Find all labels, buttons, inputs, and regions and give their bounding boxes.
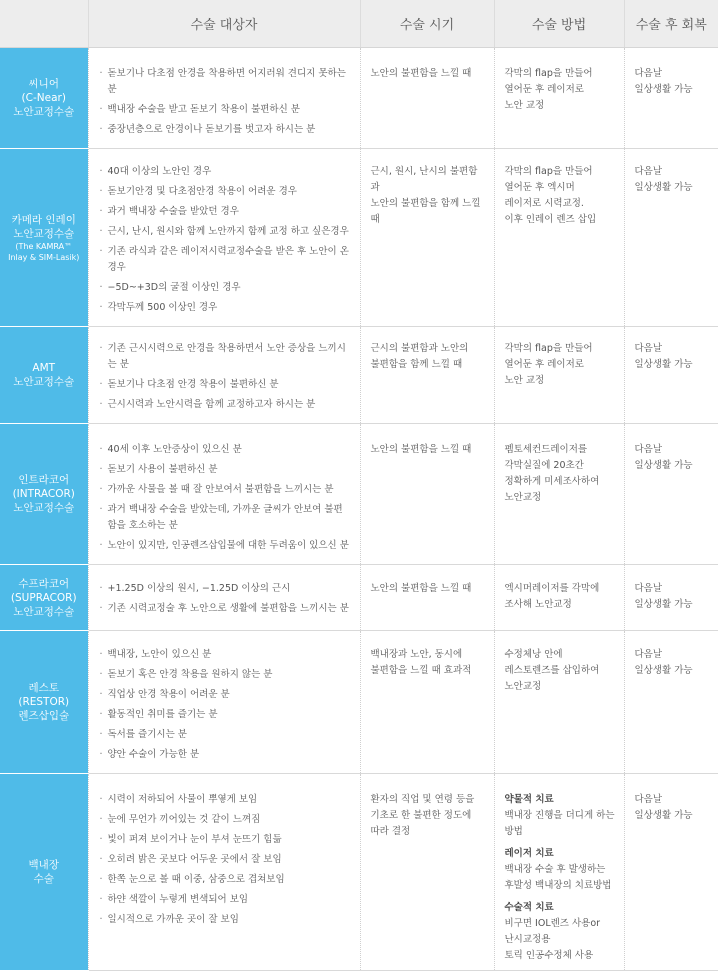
target-item: · 과거 백내장 수술을 받았는데, 가까운 글씨가 안보여 불편함을 호소하는 분 <box>99 502 352 534</box>
target-item: · 직업상 안경 착용이 어려운 분 <box>99 687 352 703</box>
target-item: · 한쪽 눈으로 볼 때 이중, 삼중으로 겹쳐보임 <box>99 872 352 888</box>
target-item: · 돋보기안경 및 다초점안경 착용이 어려운 경우 <box>99 184 352 200</box>
method-cell <box>494 774 624 971</box>
target-item: · 돋보기 혹은 안경 착용을 원하지 않는 분 <box>99 667 352 683</box>
method-cell: 각막의 flap을 만들어 열어둔 후 레이저로 노안 교정 <box>494 327 624 424</box>
procedure-name-line: 백내장 <box>28 859 59 871</box>
procedure-name-line: (The KAMRA™ <box>15 241 73 251</box>
target-item: · 빛이 퍼져 보이거나 눈이 부셔 눈뜨기 힘듦 <box>99 832 352 848</box>
procedure-name-line: (INTRACOR) <box>12 488 75 500</box>
procedure-name-line: 수프라코어 <box>18 577 70 590</box>
table-row <box>0 327 718 424</box>
recovery-cell: 다음날 일상생활 가능 <box>624 327 718 424</box>
recovery-cell: 다음날 일상생활 가능 <box>624 774 718 971</box>
recovery-cell: 다음날 일상생활 가능 <box>624 149 718 327</box>
procedure-name-line: 노안교정수술 <box>13 227 75 240</box>
procedure-name <box>0 424 88 565</box>
method-cell: 각막의 flap을 만들어 열어둔 후 엑시머 레이저로 시력교정. 이후 인레이 렌즈 삽입 <box>494 149 624 327</box>
method-cell: 각막의 flap을 만들어 열어둔 후 레이저로 노안 교정 <box>494 48 624 149</box>
target-item: · 노안이 있지만, 인공렌즈삽입물에 대한 두려움이 있으신 분 <box>99 538 352 554</box>
procedure-name-line: 수술 <box>33 873 54 885</box>
procedure-name-line: (SUPRACOR) <box>10 591 77 604</box>
target-item: · 기존 라식과 같은 레이저시력교정수술을 받은 후 노안이 온 경우 <box>99 244 352 276</box>
timing-cell: 노안의 불편함을 느낄 때 <box>360 565 494 631</box>
target-item: · 과거 백내장 수술을 받았던 경우 <box>99 204 352 220</box>
method-text: 백내장 진행을 더디게 하는 방법 <box>504 810 615 837</box>
targets-list <box>99 442 352 554</box>
method-cell: 수정체낭 안에 레스토렌즈를 삽입하여 노안교정 <box>494 631 624 774</box>
method-title: 약물적 치료 <box>504 794 554 805</box>
target-item: · 돋보기나 다초점 안경 착용이 불편하신 분 <box>99 377 352 393</box>
procedure-name-line: 노안교정수술 <box>13 605 75 618</box>
targets-list <box>99 341 352 413</box>
target-item: · +1.25D 이상의 원시, −1.25D 이상의 근시 <box>99 581 352 597</box>
targets-list <box>99 164 352 316</box>
target-item: · 돋보기 사용이 불편하신 분 <box>99 462 352 478</box>
timing-cell: 근시의 불편함과 노안의 불편함을 함께 느낄 때 <box>360 327 494 424</box>
targets-cell <box>88 631 360 774</box>
target-item: · 눈에 무언가 끼어있는 것 같이 느껴짐 <box>99 812 352 828</box>
timing-cell: 백내장과 노안, 동시에 불편함을 느낄 때 효과적 <box>360 631 494 774</box>
method-cell: 엑시머레이저를 각막에 조사해 노안교정 <box>494 565 624 631</box>
header-method: 수술 방법 <box>494 0 624 48</box>
targets-cell <box>88 327 360 424</box>
procedure-name <box>0 631 88 774</box>
target-item: · −5D~+3D의 굴절 이상인 경우 <box>99 280 352 296</box>
timing-cell: 환자의 직업 및 연령 등을 기초로 한 불편한 정도에 따라 결정 <box>360 774 494 971</box>
targets-cell <box>88 565 360 631</box>
target-item: · 가까운 사물을 볼 때 잘 안보여서 불편함을 느끼시는 분 <box>99 482 352 498</box>
targets-list <box>99 647 352 763</box>
target-item: · 근시, 난시, 원시와 함께 노안까지 함께 교정 하고 싶은경우 <box>99 224 352 240</box>
target-item: · 기존 근시시력으로 안경을 착용하면서 노안 증상을 느끼시는 분 <box>99 341 352 373</box>
target-item: · 활동적인 취미를 즐기는 분 <box>99 707 352 723</box>
timing-cell: 노안의 불편함을 느낄 때 <box>360 424 494 565</box>
target-item: · 40대 이상의 노안인 경우 <box>99 164 352 180</box>
target-item: · 40세 이후 노안증상이 있으신 분 <box>99 442 352 458</box>
table-row <box>0 565 718 631</box>
procedure-name-line: 노안교정수술 <box>13 502 75 514</box>
procedure-name-line: AMT <box>32 362 56 374</box>
procedure-name-line: 렌즈삽입술 <box>18 710 70 722</box>
target-item: · 독서를 즐기시는 분 <box>99 727 352 743</box>
header-timing: 수술 시기 <box>360 0 494 48</box>
table-row <box>0 149 718 327</box>
procedure-name <box>0 565 88 631</box>
targets-cell <box>88 774 360 971</box>
procedure-name <box>0 149 88 327</box>
procedure-name <box>0 327 88 424</box>
targets-cell <box>88 48 360 149</box>
target-item: · 시력이 저하되어 사물이 뿌옇게 보임 <box>99 792 352 808</box>
target-item: · 백내장, 노안이 있으신 분 <box>99 647 352 663</box>
target-item: · 기존 시력교정술 후 노안으로 생활에 불편함을 느끼시는 분 <box>99 601 352 617</box>
header-target: 수술 대상자 <box>88 0 360 48</box>
timing-cell: 노안의 불편함을 느낄 때 <box>360 48 494 149</box>
target-item: · 백내장 수술을 받고 돋보기 착용이 불편하신 분 <box>99 102 352 118</box>
recovery-cell: 다음날 일상생활 가능 <box>624 565 718 631</box>
target-item: · 양안 수술이 가능한 분 <box>99 747 352 763</box>
header-corner <box>0 0 88 48</box>
table-row <box>0 424 718 565</box>
target-item: · 하얀 색깔이 누렇게 변색되어 보임 <box>99 892 352 908</box>
target-item: · 각막두께 500 이상인 경우 <box>99 300 352 316</box>
table-row <box>0 631 718 774</box>
procedure-name <box>0 48 88 149</box>
targets-cell <box>88 149 360 327</box>
targets-list <box>99 581 352 617</box>
recovery-cell: 다음날 일상생활 가능 <box>624 631 718 774</box>
table-row <box>0 774 718 971</box>
header-recovery: 수술 후 회복 <box>624 0 718 48</box>
targets-list <box>99 792 352 928</box>
target-item: · 근시시력과 노안시력을 함께 교정하고자 하시는 분 <box>99 397 352 413</box>
table-row <box>0 48 718 149</box>
method-text: 백내장 수술 후 발생하는 후발성 백내장의 치료방법 <box>504 864 612 891</box>
procedure-name-line: 레스토 <box>28 682 59 694</box>
target-item: · 일시적으로 가까운 곳이 잘 보임 <box>99 912 352 928</box>
procedure-name-line: Inlay & SIM-Lasik) <box>8 252 80 262</box>
procedure-name <box>0 774 88 971</box>
procedure-name-line: 카메라 인레이 <box>11 213 76 226</box>
method-cell: 펨토세컨드레이저를 각막실질에 20초간 정확하게 미세조사하여 노안교정 <box>494 424 624 565</box>
target-item: · 중장년층으로 안경이나 돋보기를 벗고자 하시는 분 <box>99 122 352 138</box>
method-title: 레이저 치료 <box>504 848 554 859</box>
targets-list <box>99 66 352 138</box>
method-text: 비구면 IOL렌즈 사용or 난시교정용 토릭 인공수정체 사용 <box>504 918 601 961</box>
procedure-name-line: 씨니어 <box>28 78 59 90</box>
recovery-cell: 다음날 일상생활 가능 <box>624 424 718 565</box>
method-title: 수술적 치료 <box>504 902 554 913</box>
timing-cell: 근시, 원시, 난시의 불편함과 노안의 불편함을 함께 느낄때 <box>360 149 494 327</box>
procedure-name-line: 노안교정수술 <box>13 106 75 118</box>
procedure-name-line: (C-Near) <box>21 92 66 104</box>
procedure-name-line: 노안교정수술 <box>13 376 75 388</box>
targets-cell <box>88 424 360 565</box>
target-item: · 오히려 밝은 곳보다 어두운 곳에서 잘 보임 <box>99 852 352 868</box>
recovery-cell: 다음날 일상생활 가능 <box>624 48 718 149</box>
procedure-name-line: (RESTOR) <box>18 696 70 708</box>
procedure-name-line: 인트라코어 <box>18 474 70 486</box>
target-item: · 돋보기나 다초점 안경을 착용하면 어지러워 견디지 못하는 분 <box>99 66 352 98</box>
header-row <box>0 0 718 48</box>
